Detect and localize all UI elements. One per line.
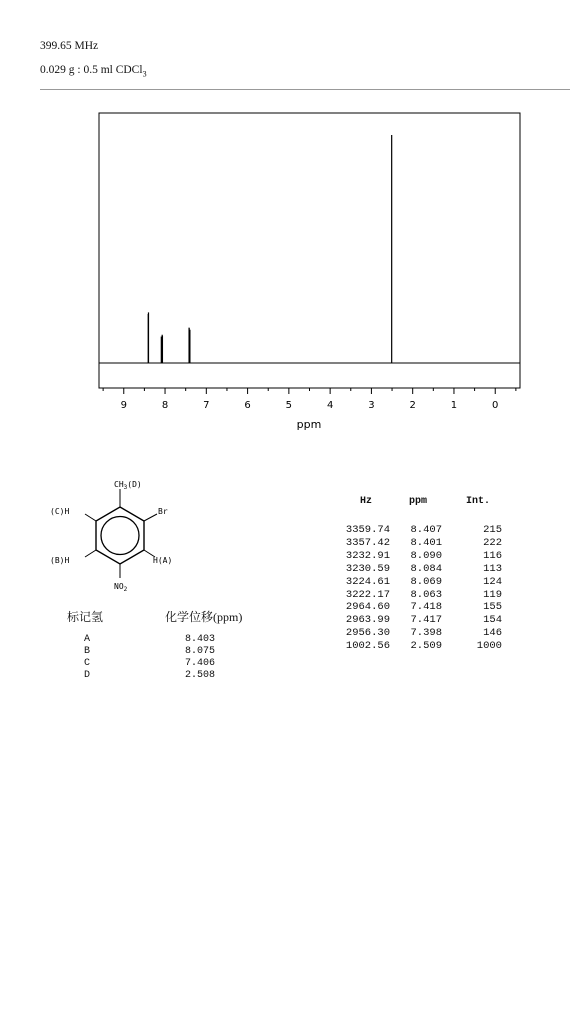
bond-hb bbox=[85, 550, 96, 557]
hb-label: (B)H bbox=[50, 556, 70, 565]
peak-int: 155 bbox=[483, 601, 502, 614]
peak-int: 124 bbox=[483, 575, 502, 588]
peak-hz: 3224.61 bbox=[345, 575, 390, 588]
assignment-header-label: 标记氢 bbox=[67, 610, 104, 624]
peak-ppm: 7.398 bbox=[410, 627, 442, 640]
x-tick-label: 0 bbox=[492, 400, 499, 411]
x-tick-label: 6 bbox=[244, 400, 251, 411]
x-axis-ticks bbox=[103, 388, 516, 394]
molecule-structure bbox=[40, 472, 200, 602]
x-tick-label: 3 bbox=[368, 400, 375, 411]
x-tick-label: 8 bbox=[161, 400, 169, 411]
x-tick-label: 4 bbox=[326, 400, 334, 411]
aromatic-circle bbox=[101, 517, 139, 555]
x-axis-label: ppm bbox=[296, 418, 322, 431]
peak-row bbox=[342, 524, 512, 535]
x-tick-label: 9 bbox=[120, 400, 127, 411]
x-tick-label: 7 bbox=[203, 400, 210, 411]
peak-row bbox=[342, 627, 512, 638]
peak-int: 215 bbox=[483, 524, 502, 536]
peak-row bbox=[342, 601, 512, 612]
assignment-label: A bbox=[84, 634, 91, 645]
peak-row bbox=[342, 614, 512, 625]
assignment-label: D bbox=[84, 670, 91, 681]
peak-ppm: 8.063 bbox=[410, 588, 442, 601]
x-tick-label: 5 bbox=[285, 400, 293, 411]
spectrometer-frequency: 399.65 MHz bbox=[40, 40, 99, 52]
peak-hz: 3232.91 bbox=[345, 549, 390, 562]
assignment-shift: 8.075 bbox=[185, 646, 216, 657]
peak-hz: 3357.42 bbox=[345, 536, 390, 549]
peak-hz: 3222.17 bbox=[345, 588, 390, 601]
peak-int: 146 bbox=[483, 627, 502, 640]
peak-int: 119 bbox=[483, 588, 502, 601]
assignment-shift: 7.406 bbox=[185, 658, 216, 669]
bond-hc bbox=[85, 514, 96, 521]
peak-int: 1000 bbox=[476, 640, 502, 653]
no2-label: $NO_2$ bbox=[114, 582, 128, 593]
peak-hz: 2964.60 bbox=[345, 601, 390, 614]
nmr-spectrum-chart bbox=[0, 0, 570, 440]
peak-int: 113 bbox=[483, 562, 502, 575]
br-label: Br bbox=[158, 507, 168, 516]
peak-ppm: 2.509 bbox=[410, 640, 442, 653]
x-axis-tick-labels bbox=[121, 400, 499, 411]
assignment-label: B bbox=[84, 646, 91, 657]
sample-subscript: 3 bbox=[142, 69, 147, 79]
assignment-shift: 8.403 bbox=[185, 634, 216, 645]
ch3-label: $CH_3(D)$ bbox=[114, 480, 142, 491]
peak-row bbox=[342, 576, 512, 587]
peak-row bbox=[342, 537, 512, 548]
hc-label: (C)H bbox=[50, 507, 70, 516]
peak-header-ppm: ppm bbox=[409, 496, 428, 507]
assignment-header-shift: 化学位移(ppm) bbox=[165, 610, 243, 624]
assignment-shift: 2.508 bbox=[185, 670, 216, 681]
x-tick-label: 1 bbox=[450, 400, 458, 411]
peak-header-int: Int. bbox=[466, 496, 491, 507]
peak-hz: 3230.59 bbox=[345, 562, 390, 575]
peak-int: 116 bbox=[483, 549, 502, 562]
peak-row bbox=[342, 550, 512, 561]
peak-ppm: 8.090 bbox=[410, 549, 442, 562]
peak-ppm: 8.084 bbox=[410, 562, 442, 575]
peak-hz: 3359.74 bbox=[345, 524, 390, 536]
assignment-label: C bbox=[84, 658, 91, 669]
peak-row bbox=[342, 563, 512, 574]
peak-hz: 2956.30 bbox=[345, 627, 390, 640]
peak-ppm: 8.407 bbox=[410, 524, 442, 536]
spectrum-peaks bbox=[148, 135, 391, 363]
peak-hz: 1002.56 bbox=[345, 640, 390, 653]
peak-ppm: 8.069 bbox=[410, 575, 442, 588]
peak-ppm: 7.417 bbox=[410, 614, 442, 627]
peak-hz: 2963.99 bbox=[345, 614, 390, 627]
sample-text: 0.029 g : 0.5 ml CDCl bbox=[40, 64, 143, 76]
peak-row bbox=[342, 640, 512, 651]
peak-int: 154 bbox=[483, 614, 502, 627]
bond-br bbox=[144, 514, 157, 521]
peak-int: 222 bbox=[483, 536, 502, 549]
peak-row bbox=[342, 589, 512, 600]
ha-label: H(A) bbox=[153, 556, 173, 565]
benzene-ring bbox=[96, 507, 144, 564]
peak-ppm: 7.418 bbox=[410, 601, 442, 614]
peak-ppm: 8.401 bbox=[410, 536, 442, 549]
x-tick-label: 2 bbox=[409, 400, 416, 411]
peak-header-hz: Hz bbox=[360, 496, 373, 507]
